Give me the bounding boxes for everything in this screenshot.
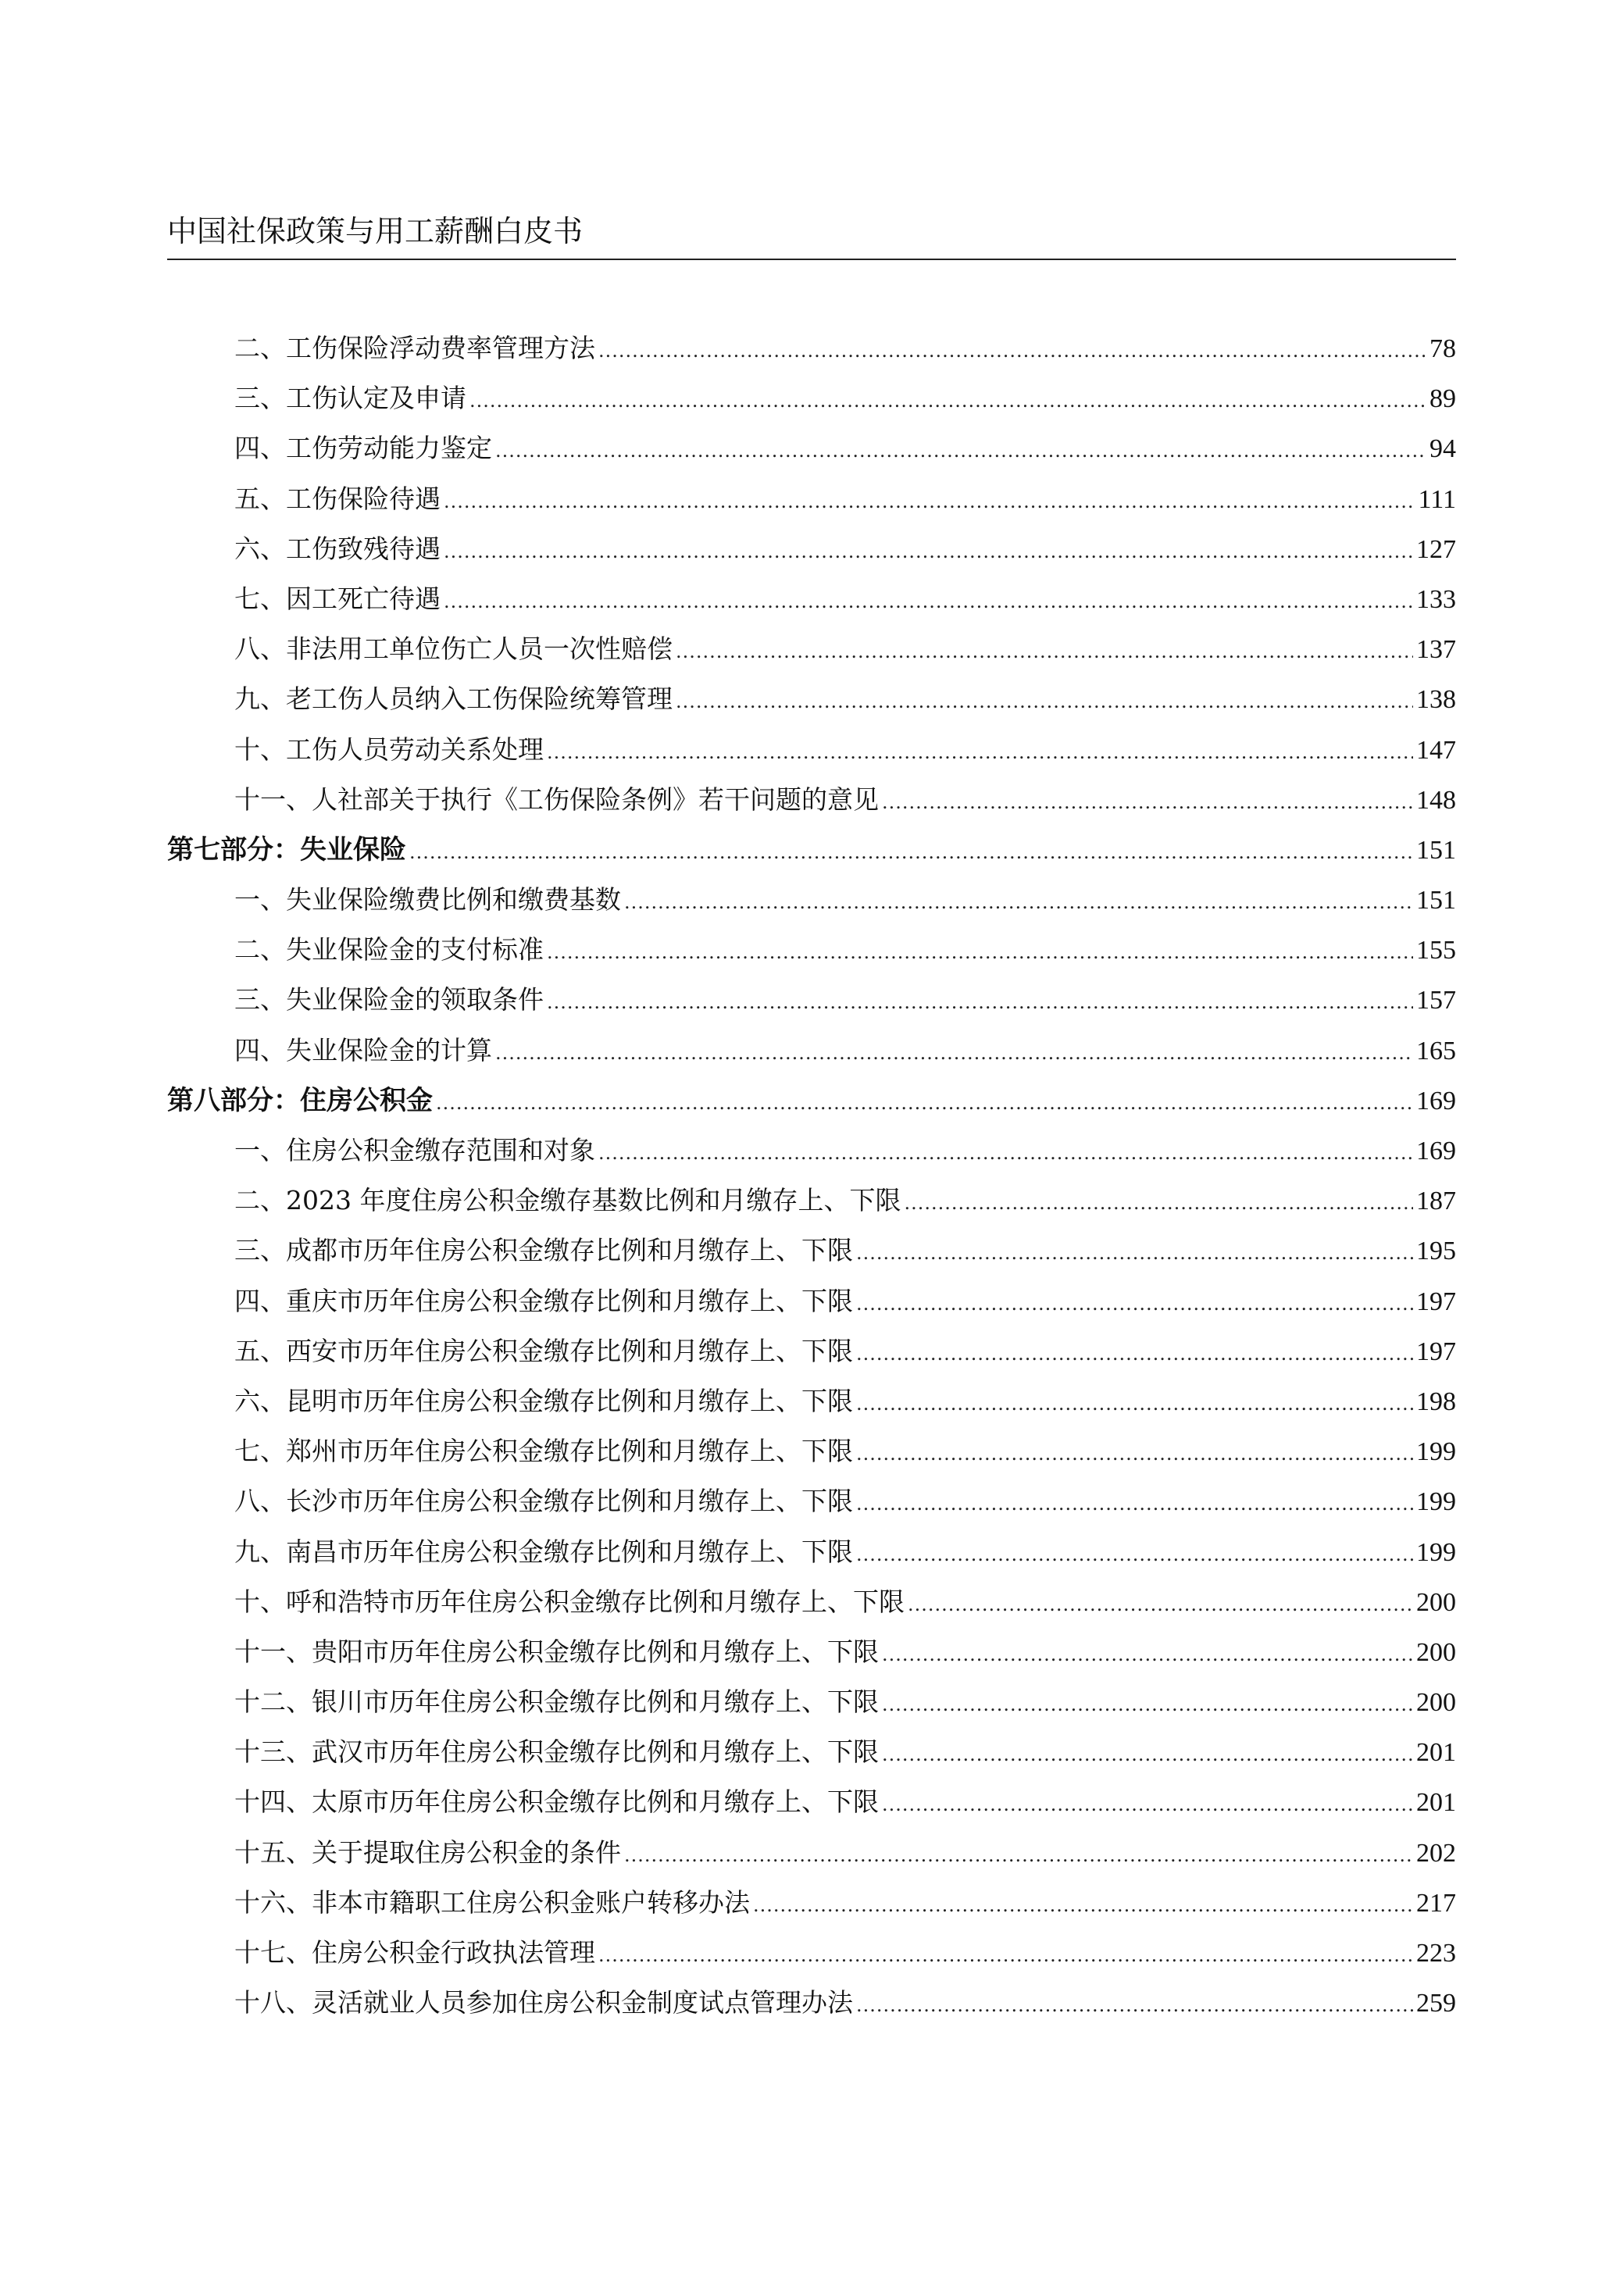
- toc-page-number: 195: [1416, 1237, 1456, 1266]
- dot-leader: [908, 1579, 1413, 1629]
- toc-page-number: 200: [1416, 1688, 1456, 1718]
- dot-leader: [624, 877, 1413, 927]
- toc-entry-label: 四、工伤劳动能力鉴定: [234, 433, 492, 464]
- toc-page-number: 200: [1416, 1587, 1456, 1617]
- toc-page-number: 198: [1416, 1387, 1456, 1416]
- toc-entry-label: 八、长沙市历年住房公积金缴存比例和月缴存上、下限: [234, 1486, 853, 1517]
- toc-entry[interactable]: [167, 1126, 1456, 1176]
- table-of-contents: [167, 323, 1456, 2028]
- toc-entry-label: 十二、银川市历年住房公积金缴存比例和月缴存上、下限: [234, 1686, 879, 1718]
- dot-leader: [444, 576, 1413, 626]
- toc-entry-label: 五、工伤保险待遇: [234, 483, 441, 514]
- toc-entry[interactable]: [167, 975, 1456, 1025]
- toc-entry[interactable]: [167, 1677, 1456, 1727]
- toc-entry-label: 二、2023 年度住房公积金缴存基数比例和月缴存上、下限: [234, 1185, 901, 1216]
- toc-page-number: 259: [1416, 1989, 1456, 2018]
- toc-entry[interactable]: [167, 1176, 1456, 1226]
- dot-leader: [856, 1980, 1413, 2030]
- toc-entry-label: 九、老工伤人员纳入工伤保险统筹管理: [234, 683, 673, 715]
- toc-page-number: 223: [1416, 1939, 1456, 1968]
- toc-entry[interactable]: [167, 925, 1456, 975]
- toc-entry[interactable]: [167, 1577, 1456, 1627]
- toc-entry[interactable]: [167, 524, 1456, 574]
- toc-entry-label: 四、重庆市历年住房公积金缴存比例和月缴存上、下限: [234, 1285, 853, 1316]
- toc-entry-label: 第八部分：住房公积金: [167, 1084, 433, 1116]
- toc-entry-label: 十、呼和浩特市历年住房公积金缴存比例和月缴存上、下限: [234, 1586, 905, 1617]
- toc-page-number: 155: [1416, 936, 1456, 965]
- toc-entry[interactable]: [167, 875, 1456, 925]
- dot-leader: [856, 1479, 1413, 1529]
- dot-leader: [676, 676, 1413, 726]
- toc-entry-label: 十七、住房公积金行政执法管理: [234, 1937, 595, 1968]
- toc-entry[interactable]: [167, 775, 1456, 825]
- toc-entry[interactable]: [167, 1276, 1456, 1326]
- toc-entry[interactable]: [167, 1878, 1456, 1928]
- toc-entry-label: 三、失业保险金的领取条件: [234, 984, 544, 1015]
- dot-leader: [882, 1679, 1413, 1729]
- dot-leader: [598, 1930, 1413, 1980]
- toc-entry[interactable]: [167, 1426, 1456, 1476]
- dot-leader: [753, 1880, 1413, 1930]
- toc-entry[interactable]: [167, 1226, 1456, 1276]
- toc-page-number: 78: [1429, 334, 1456, 363]
- toc-page-number: 151: [1416, 835, 1456, 865]
- toc-page-number: 165: [1416, 1036, 1456, 1065]
- toc-entry[interactable]: [167, 474, 1456, 524]
- toc-part-heading[interactable]: [167, 825, 1456, 875]
- header-divider: [167, 259, 1456, 260]
- toc-page-number: 157: [1416, 986, 1456, 1015]
- toc-entry[interactable]: [167, 1978, 1456, 2028]
- toc-entry[interactable]: [167, 624, 1456, 674]
- toc-entry-label: 十、工伤人员劳动关系处理: [234, 733, 544, 765]
- dot-leader: [624, 1830, 1413, 1880]
- dot-leader: [856, 1429, 1413, 1479]
- toc-entry-label: 二、工伤保险浮动费率管理方法: [234, 333, 595, 363]
- dot-leader: [856, 1228, 1413, 1278]
- toc-entry-label: 十五、关于提取住房公积金的条件: [234, 1836, 621, 1868]
- toc-page-number: 199: [1416, 1487, 1456, 1517]
- dot-leader: [495, 1028, 1413, 1078]
- toc-entry-label: 七、因工死亡待遇: [234, 583, 441, 614]
- dot-leader: [469, 376, 1426, 426]
- toc-page-number: 197: [1416, 1287, 1456, 1316]
- toc-page-number: 202: [1416, 1838, 1456, 1868]
- toc-page-number: 138: [1416, 685, 1456, 715]
- toc-page-number: 197: [1416, 1337, 1456, 1366]
- dot-leader: [882, 1779, 1413, 1829]
- toc-page-number: 201: [1416, 1738, 1456, 1768]
- toc-page-number: 137: [1416, 635, 1456, 665]
- toc-page-number: 127: [1416, 534, 1456, 564]
- dot-leader: [856, 1329, 1413, 1379]
- dot-leader: [882, 777, 1413, 827]
- toc-entry[interactable]: [167, 574, 1456, 624]
- toc-entry[interactable]: [167, 1376, 1456, 1426]
- toc-entry[interactable]: [167, 373, 1456, 423]
- dot-leader: [856, 1379, 1413, 1429]
- toc-entry[interactable]: [167, 1527, 1456, 1577]
- toc-page-number: 148: [1416, 785, 1456, 815]
- toc-entry-label: 第七部分：失业保险: [167, 833, 406, 866]
- toc-entry[interactable]: [167, 674, 1456, 724]
- toc-entry-label: 八、非法用工单位伤亡人员一次性赔偿: [234, 634, 673, 665]
- dot-leader: [547, 927, 1413, 977]
- dot-leader: [882, 1729, 1413, 1779]
- toc-entry-label: 十一、人社部关于执行《工伤保险条例》若干问题的意见: [234, 783, 879, 815]
- toc-entry-label: 十六、非本市籍职工住房公积金账户转移办法: [234, 1886, 750, 1918]
- dot-leader: [444, 476, 1415, 526]
- toc-entry[interactable]: [167, 1777, 1456, 1827]
- toc-entry-label: 一、住房公积金缴存范围和对象: [234, 1135, 595, 1165]
- toc-entry-label: 九、南昌市历年住房公积金缴存比例和月缴存上、下限: [234, 1536, 853, 1567]
- toc-page-number: 111: [1418, 484, 1456, 514]
- toc-page-number: 169: [1416, 1086, 1456, 1115]
- toc-page-number: 169: [1416, 1137, 1456, 1165]
- toc-page-number: 133: [1416, 584, 1456, 614]
- dot-leader: [409, 827, 1413, 877]
- toc-entry-label: 二、失业保险金的支付标准: [234, 934, 544, 965]
- toc-entry[interactable]: [167, 1476, 1456, 1526]
- toc-page-number: 94: [1429, 434, 1456, 464]
- dot-leader: [856, 1279, 1413, 1329]
- dot-leader: [436, 1078, 1413, 1128]
- toc-page-number: 199: [1416, 1537, 1456, 1567]
- dot-leader: [598, 326, 1426, 376]
- toc-entry-label: 十八、灵活就业人员参加住房公积金制度试点管理办法: [234, 1987, 853, 2018]
- toc-entry-label: 三、工伤认定及申请: [234, 383, 466, 414]
- toc-entry[interactable]: [167, 423, 1456, 473]
- toc-entry[interactable]: [167, 323, 1456, 373]
- toc-page-number: 200: [1416, 1637, 1456, 1667]
- toc-entry-label: 十四、太原市历年住房公积金缴存比例和月缴存上、下限: [234, 1786, 879, 1818]
- toc-page-number: 151: [1416, 886, 1456, 915]
- toc-entry[interactable]: [167, 1326, 1456, 1376]
- toc-page-number: 89: [1429, 384, 1456, 414]
- toc-entry-label: 三、成都市历年住房公积金缴存比例和月缴存上、下限: [234, 1235, 853, 1266]
- toc-entry[interactable]: [167, 1026, 1456, 1076]
- dot-leader: [856, 1529, 1413, 1579]
- toc-page-number: 199: [1416, 1437, 1456, 1467]
- toc-page-number: 201: [1416, 1788, 1456, 1818]
- toc-entry[interactable]: [167, 1727, 1456, 1777]
- toc-part-heading[interactable]: [167, 1076, 1456, 1126]
- toc-entry-label: 七、郑州市历年住房公积金缴存比例和月缴存上、下限: [234, 1436, 853, 1467]
- toc-page-number: 187: [1416, 1187, 1456, 1216]
- dot-leader: [676, 626, 1413, 676]
- toc-entry-label: 六、工伤致残待遇: [234, 533, 441, 564]
- dot-leader: [547, 977, 1413, 1027]
- toc-entry-label: 十三、武汉市历年住房公积金缴存比例和月缴存上、下限: [234, 1736, 879, 1768]
- dot-leader: [882, 1629, 1413, 1679]
- toc-entry-label: 十一、贵阳市历年住房公积金缴存比例和月缴存上、下限: [234, 1636, 879, 1667]
- dot-leader: [444, 526, 1413, 576]
- dot-leader: [598, 1128, 1413, 1178]
- toc-entry[interactable]: [167, 1928, 1456, 1978]
- toc-entry-label: 四、失业保险金的计算: [234, 1034, 492, 1065]
- dot-leader: [904, 1178, 1413, 1228]
- toc-entry-label: 一、失业保险缴费比例和缴费基数: [234, 884, 621, 915]
- dot-leader: [547, 727, 1413, 777]
- toc-entry[interactable]: [167, 1828, 1456, 1878]
- toc-entry[interactable]: [167, 725, 1456, 775]
- dot-leader: [495, 426, 1426, 476]
- toc-page-number: 147: [1416, 735, 1456, 765]
- toc-entry[interactable]: [167, 1627, 1456, 1677]
- toc-page-number: 217: [1416, 1888, 1456, 1918]
- toc-entry-label: 五、西安市历年住房公积金缴存比例和月缴存上、下限: [234, 1335, 853, 1366]
- toc-entry-label: 六、昆明市历年住房公积金缴存比例和月缴存上、下限: [234, 1385, 853, 1416]
- running-header: 中国社保政策与用工薪酬白皮书: [167, 214, 584, 248]
